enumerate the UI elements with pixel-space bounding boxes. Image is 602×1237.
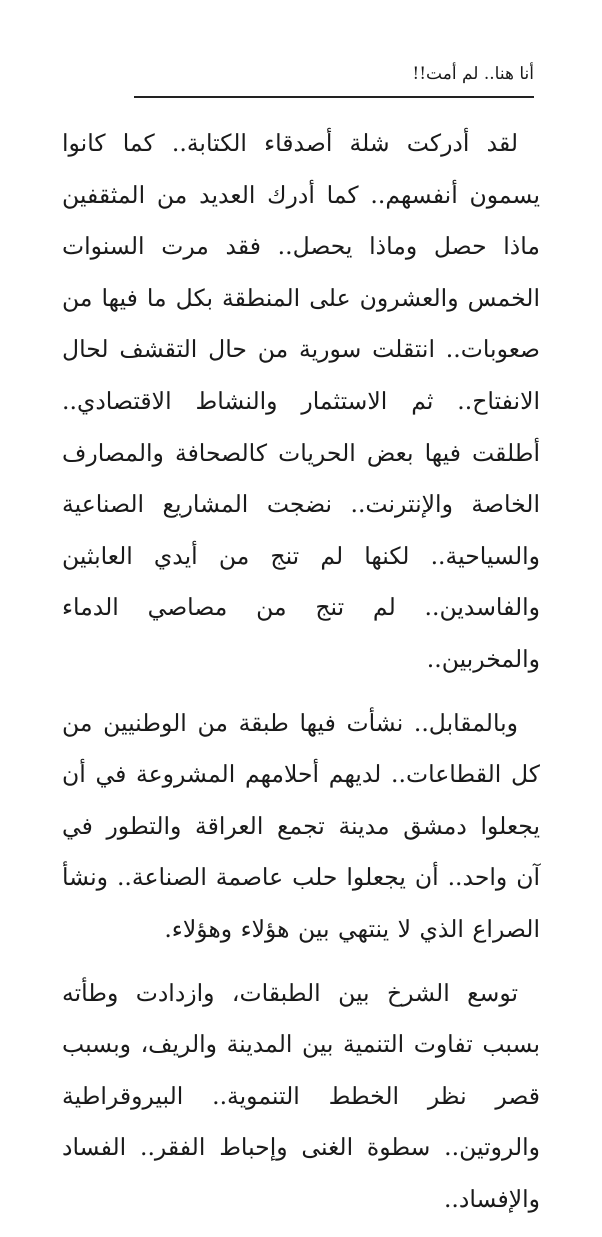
- paragraph-3: توسع الشرخ بين الطبقات، وازدادت وطأته بسبب تفاوت التنمية بين المدينة والريف، وبسبب قصر نظر الخطط التنموية.. البيروقراطية والروتين.. سطوة الغنى وإحباط الفقر.. الفساد والإفساد..: [62, 978, 540, 1213]
- body-text: [62, 118, 540, 1237]
- paragraph-2: وبالمقابل.. نشأت فيها طبقة من الوطنيين من كل القطاعات.. لديهم أحلامهم المشروعة في أن يجعلوا دمشق مدينة تجمع العراقة والتطور في آن واحد.. أن يجعلوا حلب عاصمة الصناعة.. ونشأ الصراع الذي لا ينتهي بين هؤلاء وهؤلاء.: [62, 708, 540, 943]
- running-header: أنا هنا.. لم أمت!!: [412, 64, 534, 84]
- paragraph-1: لقد أدركت شلة أصدقاء الكتابة.. كما كانوا يسمون أنفسهم.. كما أدرك العديد من المثقفين ماذا حصل وماذا يحصل.. فقد مرت السنوات الخمس والعشرون على المنطقة بكل ما فيها من صعوبات.. انتقلت سورية من حال التقشف لحال الانفتاح.. ثم الاستثمار والنشاط الاقتصادي.. أطلقت فيها بعض الحريات كالصحافة والمصارف الخاصة والإنترنت.. نضجت المشاريع الصناعية والسياحية.. لكنها لم تنج من أيدي العابثين والفاسدين.. لم تنج من مصاصي الدماء والمخربين..: [62, 129, 540, 673]
- header-rule: [134, 96, 534, 98]
